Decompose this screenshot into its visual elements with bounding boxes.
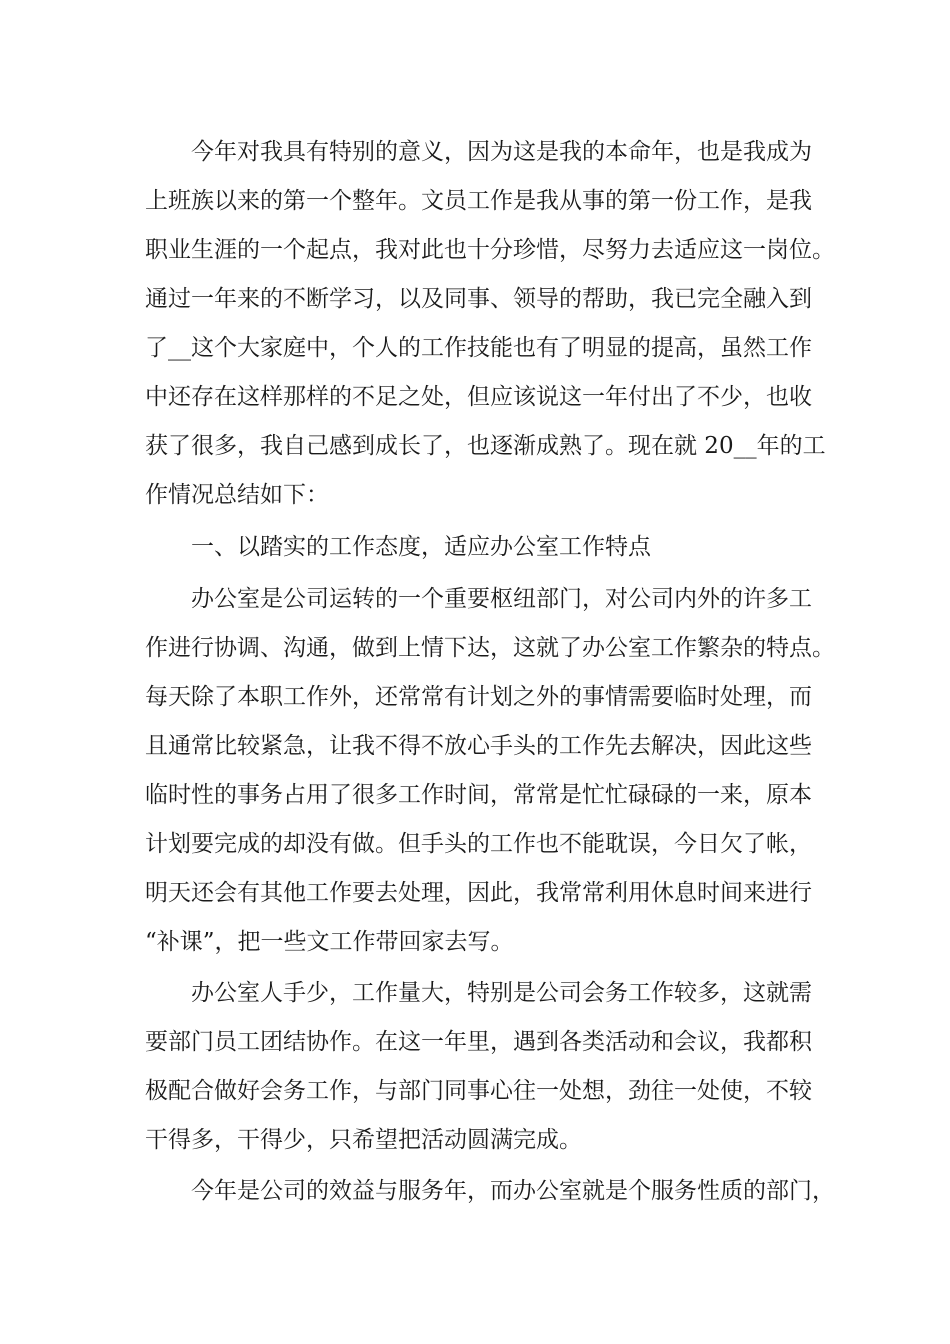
paragraph-3-line-2: 要部门员工团结协作。在这一年里，遇到各类活动和会议，我都积 bbox=[145, 1029, 812, 1055]
section-heading-1: 一、以踏实的工作态度，适应办公室工作特点 bbox=[191, 534, 651, 560]
paragraph-3-line-3: 极配合做好会务工作，与部门同事心往一处想，劲往一处使，不较 bbox=[145, 1078, 812, 1104]
paragraph-2-line-3: 每天除了本职工作外，还常常有计划之外的事情需要临时处理，而 bbox=[145, 684, 812, 710]
paragraph-1-line-6: 中还存在这样那样的不足之处，但应该说这一年付出了不少，也收 bbox=[145, 384, 812, 410]
paragraph-1-line-8: 作情况总结如下： bbox=[145, 482, 329, 508]
paragraph-2-line-1: 办公室是公司运转的一个重要枢纽部门，对公司内外的许多工 bbox=[191, 586, 812, 612]
paragraph-2-line-2: 作进行协调、沟通，做到上情下达，这就了办公室工作繁杂的特点。 bbox=[145, 635, 835, 661]
paragraph-2-line-8: “补课”，把一些文工作带回家去写。 bbox=[145, 929, 514, 955]
paragraph-1-line-5: 了__这个大家庭中，个人的工作技能也有了明显的提高，虽然工作 bbox=[145, 335, 812, 361]
paragraph-4-line-1: 今年是公司的效益与服务年，而办公室就是个服务性质的部门， bbox=[191, 1178, 835, 1204]
paragraph-2-line-5: 临时性的事务占用了很多工作时间，常常是忙忙碌碌的一来，原本 bbox=[145, 782, 812, 808]
paragraph-3-line-4: 干得多，干得少，只希望把活动圆满完成。 bbox=[145, 1127, 582, 1153]
paragraph-2-line-7: 明天还会有其他工作要去处理，因此，我常常利用休息时间来进行 bbox=[145, 880, 812, 906]
paragraph-1-line-4: 通过一年来的不断学习，以及同事、领导的帮助，我已完全融入到 bbox=[145, 286, 812, 312]
paragraph-1-line-2: 上班族以来的第一个整年。文员工作是我从事的第一份工作，是我 bbox=[145, 188, 812, 214]
paragraph-2-line-4: 且通常比较紧急，让我不得不放心手头的工作先去解决，因此这些 bbox=[145, 733, 812, 759]
paragraph-1-line-7: 获了很多，我自己感到成长了，也逐渐成熟了。现在就 20__年的工 bbox=[145, 433, 826, 459]
paragraph-3-line-1: 办公室人手少，工作量大，特别是公司会务工作较多，这就需 bbox=[191, 980, 812, 1006]
paragraph-1-line-3: 职业生涯的一个起点，我对此也十分珍惜，尽努力去适应这一岗位。 bbox=[145, 237, 835, 263]
paragraph-2-line-6: 计划要完成的却没有做。但手头的工作也不能耽误，今日欠了帐， bbox=[145, 831, 812, 857]
paragraph-1-line-1: 今年对我具有特别的意义，因为这是我的本命年，也是我成为 bbox=[191, 139, 812, 165]
